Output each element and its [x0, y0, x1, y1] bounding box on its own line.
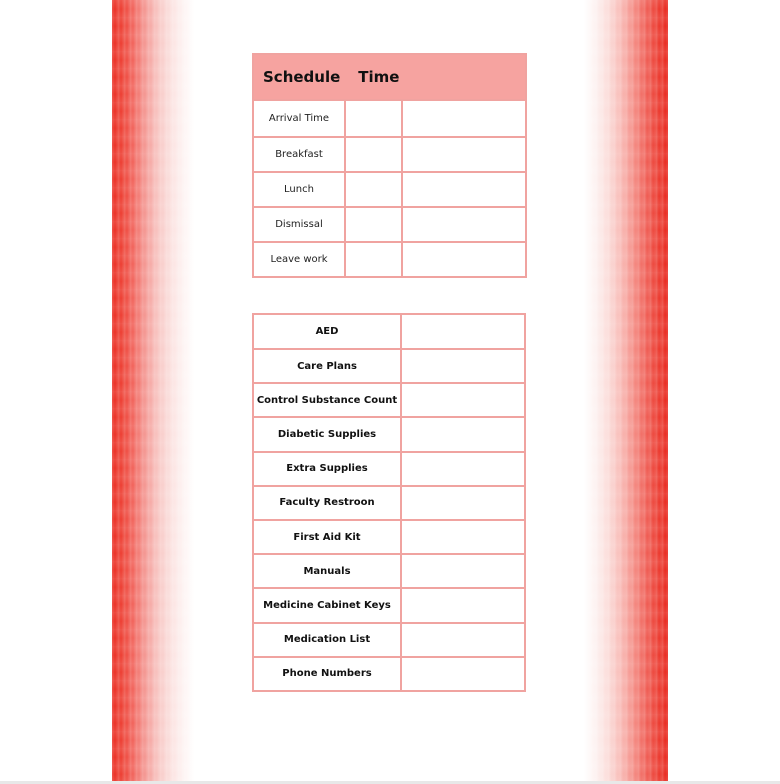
schedule-time-cell[interactable] [346, 138, 403, 171]
checklist-item-label: Faculty Restroon [254, 487, 402, 519]
checklist-entry-cell[interactable] [402, 658, 524, 690]
schedule-rows [254, 101, 525, 276]
schedule-row-label: Arrival Time [254, 101, 346, 136]
schedule-notes-cell[interactable] [403, 208, 525, 241]
schedule-row-label: Dismissal [254, 208, 346, 241]
schedule-row-label: Breakfast [254, 138, 346, 171]
checklist-entry-cell[interactable] [402, 453, 524, 485]
checklist-entry-cell[interactable] [402, 624, 524, 656]
checklist-row [254, 485, 524, 519]
checklist-entry-cell[interactable] [402, 589, 524, 621]
schedule-row [254, 171, 525, 206]
schedule-time-cell[interactable] [346, 208, 403, 241]
checklist-entry-cell[interactable] [402, 315, 524, 348]
schedule-time-cell[interactable] [346, 173, 403, 206]
schedule-table [252, 53, 527, 278]
checklist-item-label: Medicine Cabinet Keys [254, 589, 402, 621]
checklist-item-label: Care Plans [254, 350, 402, 382]
schedule-header [254, 55, 525, 101]
checklist-entry-cell[interactable] [402, 350, 524, 382]
checklist-item-label: Manuals [254, 555, 402, 587]
checklist-item-label: AED [254, 315, 402, 348]
checklist-entry-cell[interactable] [402, 521, 524, 553]
checklist-row [254, 382, 524, 416]
checklist-item-label: Extra Supplies [254, 453, 402, 485]
checklist-item-label: First Aid Kit [254, 521, 402, 553]
schedule-time-cell[interactable] [346, 101, 403, 136]
checklist-row [254, 416, 524, 450]
schedule-row [254, 206, 525, 241]
schedule-time-cell[interactable] [346, 243, 403, 276]
checklist-row [254, 553, 524, 587]
checklist-entry-cell[interactable] [402, 487, 524, 519]
schedule-notes-cell[interactable] [403, 101, 525, 136]
schedule-notes-cell[interactable] [403, 138, 525, 171]
time-heading: Time [358, 68, 400, 86]
checklist-entry-cell[interactable] [402, 555, 524, 587]
checklist-entry-cell[interactable] [402, 418, 524, 450]
watercolor-stripe-right [584, 0, 668, 784]
schedule-row [254, 241, 525, 276]
checklist-item-label: Medication List [254, 624, 402, 656]
schedule-notes-cell[interactable] [403, 173, 525, 206]
schedule-row [254, 136, 525, 171]
checklist-row [254, 519, 524, 553]
schedule-row-label: Lunch [254, 173, 346, 206]
checklist-entry-cell[interactable] [402, 384, 524, 416]
schedule-row [254, 101, 525, 136]
checklist-item-label: Diabetic Supplies [254, 418, 402, 450]
checklist-row [254, 451, 524, 485]
checklist-row [254, 348, 524, 382]
checklist-row [254, 656, 524, 690]
watercolor-stripe-left [112, 0, 194, 784]
schedule-notes-cell[interactable] [403, 243, 525, 276]
checklist-item-label: Control Substance Count [254, 384, 402, 416]
checklist-row [254, 587, 524, 621]
schedule-row-label: Leave work [254, 243, 346, 276]
checklist-row [254, 315, 524, 348]
checklist-item-label: Phone Numbers [254, 658, 402, 690]
checklist-row [254, 622, 524, 656]
schedule-heading: Schedule [263, 68, 341, 86]
checklist-table [252, 313, 526, 692]
